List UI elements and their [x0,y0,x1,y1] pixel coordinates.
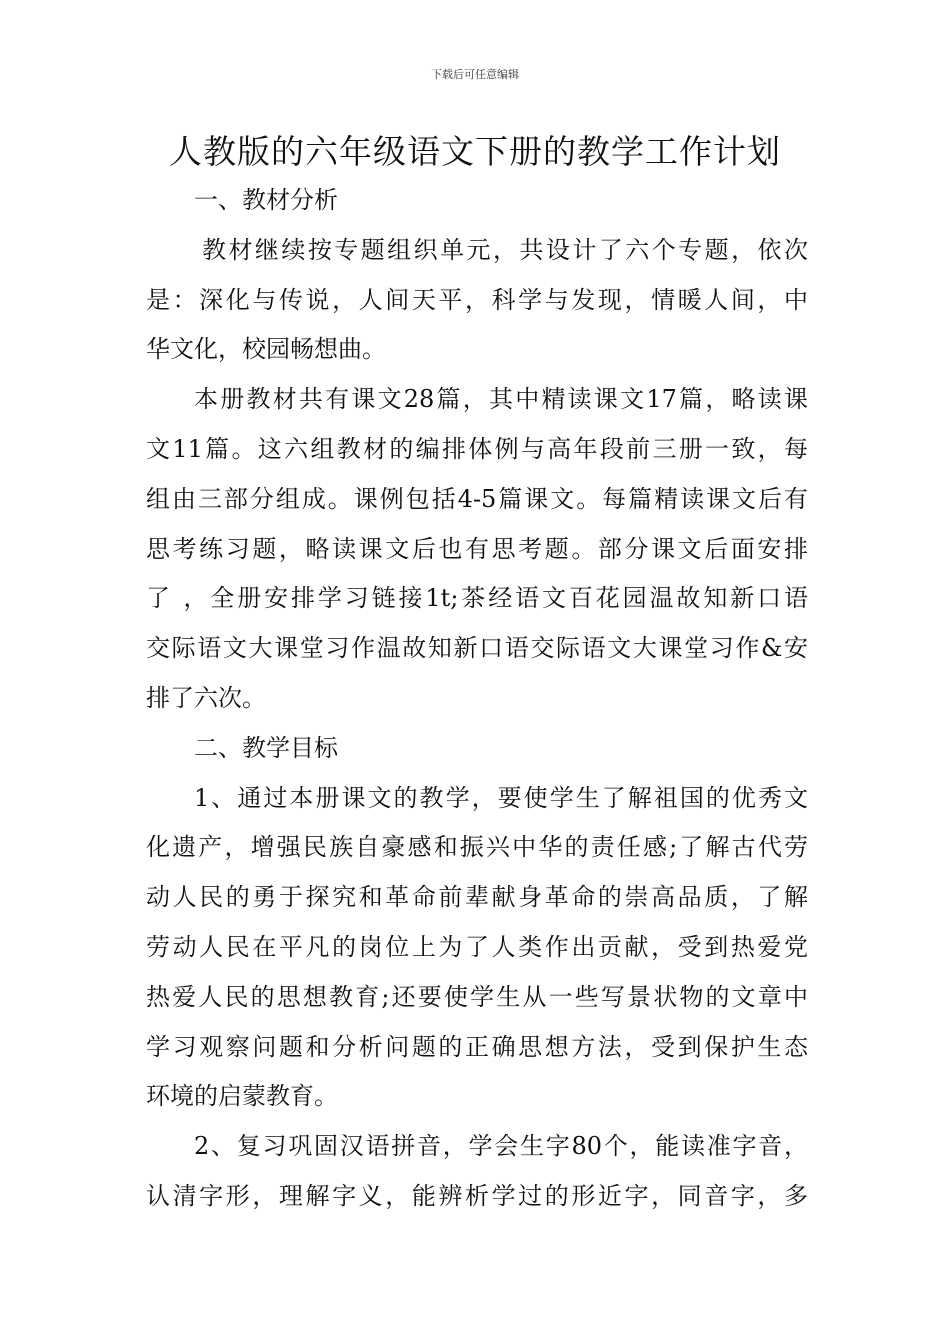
text-line: 华文化，校园畅想曲。 [146,335,386,364]
text-line: 交际语文大课堂习作温故知新口语交际语文大课堂习作&安 [146,634,808,663]
text-line: 组由三部分组成。课例包括4-5篇课文。每篇精读课文后有 [146,484,808,513]
paragraph-3 [146,774,808,1123]
text-line: 排了六次。 [146,683,266,712]
text-line: 学习观察问题和分析问题的正确思想方法，受到保护生态 [146,1032,808,1061]
document-title: 人教版的六年级语文下册的教学工作计划 [169,132,781,171]
text-line: 教材继续按专题组织单元，共设计了六个专题，依次 [202,235,808,264]
text-line: 是：深化与传说，人间天平，科学与发现，情暖人间，中 [146,285,808,314]
paragraph-4 [146,1122,808,1222]
text-line: 2、复习巩固汉语拼音，学会生字80个，能读准字音， [194,1132,808,1161]
text-line: 热爱人民的思想教育;还要使学生从一些写景状物的文章中 [146,982,808,1011]
text-line: 本册教材共有课文28篇，其中精读课文17篇，略读课 [194,385,808,414]
text-line: 文11篇。这六组教材的编排体例与高年段前三册一致，每 [146,434,808,463]
text-line: 了 ，全册安排学习链接1t;茶经语文百花园温故知新口语 [146,584,808,613]
text-line: 化遗产，增强民族自豪感和振兴中华的责任感;了解古代劳 [146,833,808,862]
text-line: 动人民的勇于探究和革命前辈献身革命的崇高品质，了解 [146,883,808,912]
text-line: 劳动人民在平凡的岗位上为了人类作出贡献，受到热爱党 [146,932,808,961]
paragraph-2 [146,375,808,724]
text-line: 环境的启蒙教育。 [146,1082,338,1111]
section-heading-2: 二、教学目标 [194,733,338,762]
text-line: 1、通过本册课文的教学，要使学生了解祖国的优秀文 [194,783,808,812]
text-line: 思考练习题，略读课文后也有思考题。部分课文后面安排 [146,534,808,563]
document-body [146,176,808,1222]
paragraph-1 [146,226,808,375]
page-header: 下载后可任意编辑 [431,68,519,81]
section-heading-1: 一、教材分析 [194,186,338,214]
text-line: 认清字形，理解字义，能辨析学过的形近字，同音字，多 [146,1181,808,1210]
